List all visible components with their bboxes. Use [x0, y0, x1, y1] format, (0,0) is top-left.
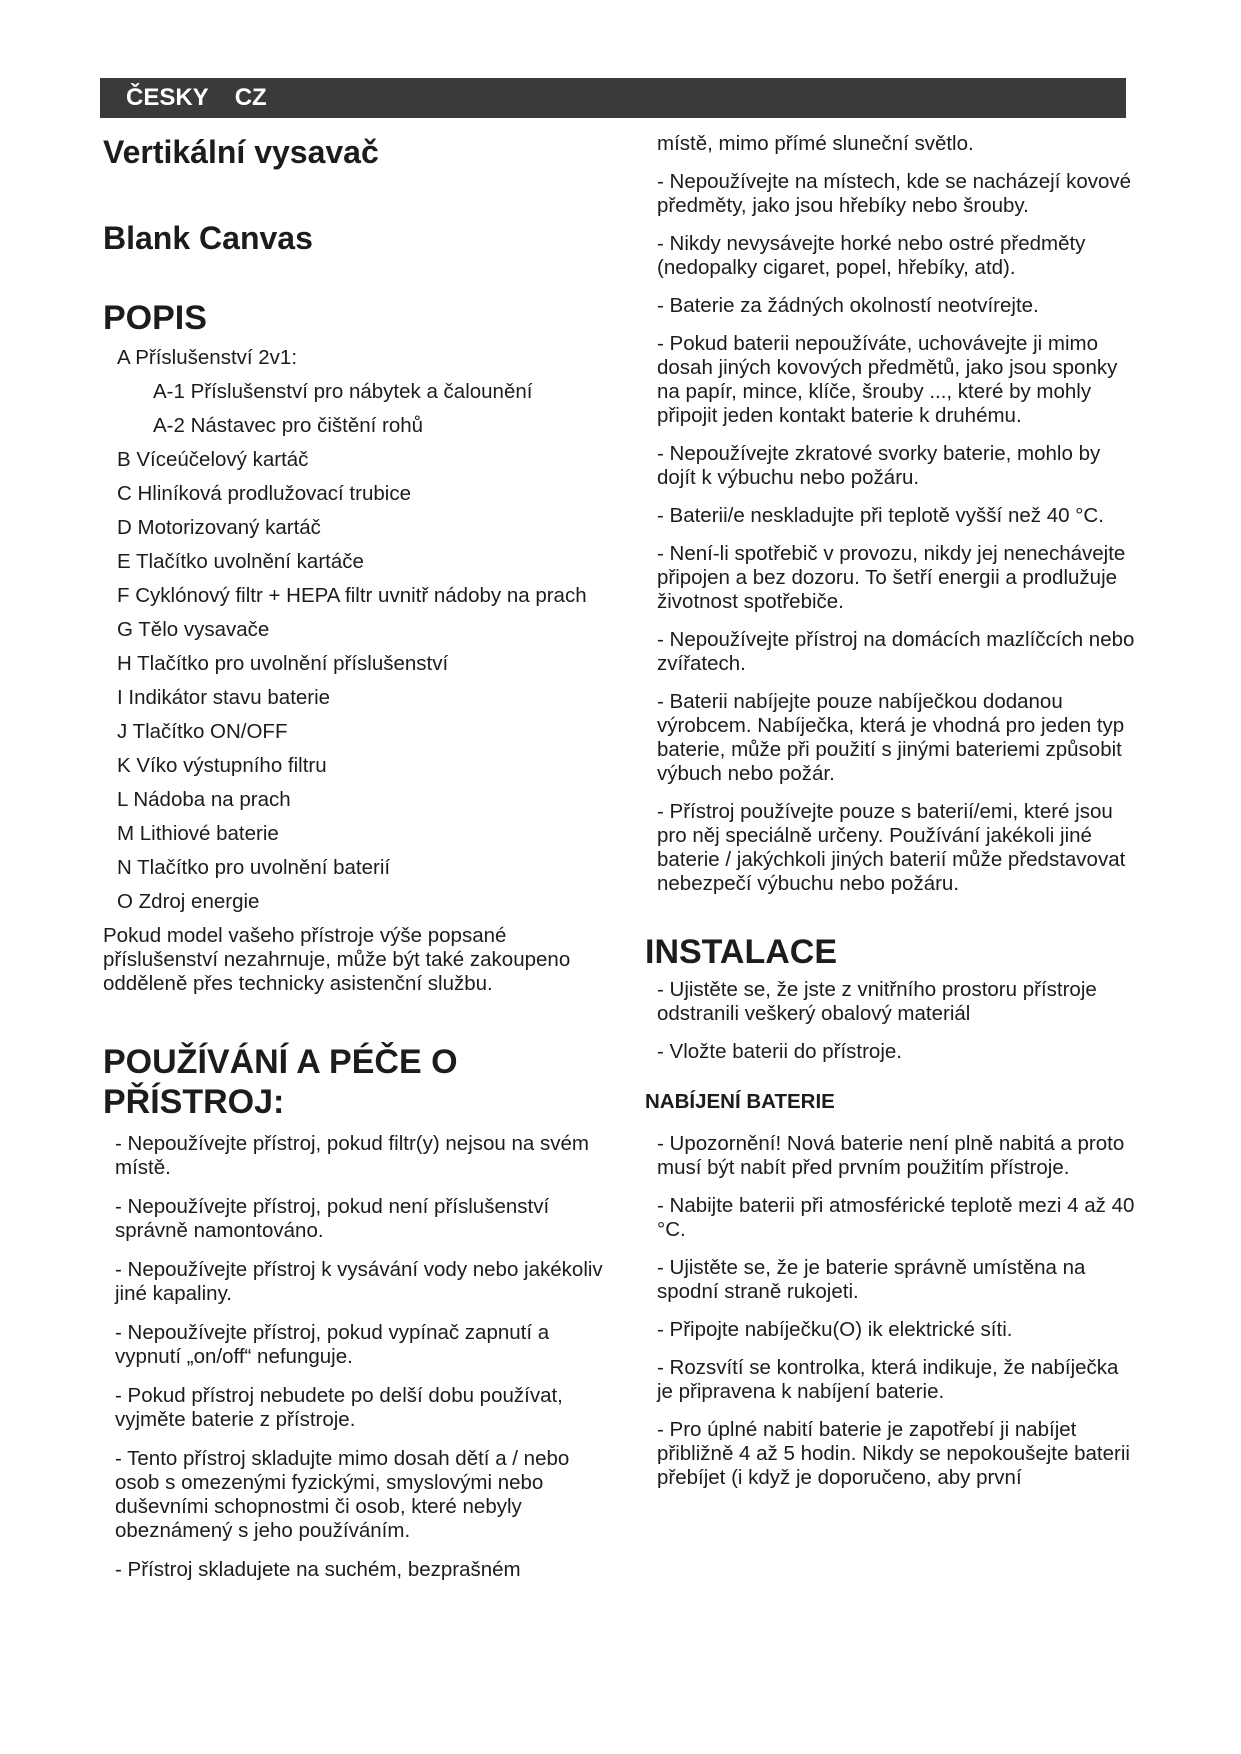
popis-note: Pokud model vašeho přístroje výše popsané příslušenství nezahrnuje, může být také zakoupeno odděleně přes technicky asistenční službu. [103, 924, 571, 995]
list-item: C Hliníková prodlužovací trubice [117, 482, 411, 505]
list-item: - Nabijte baterii při atmosférické teplotě mezi 4 až 40 °C. [657, 1194, 1135, 1241]
list-item: místě, mimo přímé sluneční světlo. [657, 132, 974, 155]
list-item: I Indikátor stavu baterie [117, 686, 331, 709]
list-item: - Nikdy nevysávejte horké nebo ostré předměty (nedopalky cigaret, popel, hřebíky, atd). [657, 232, 1086, 279]
popis-heading: POPIS [103, 299, 207, 337]
list-item: H Tlačítko pro uvolnění příslušenství [117, 652, 449, 675]
instalace-heading: INSTALACE [645, 933, 838, 971]
list-item: - Nepoužívejte přístroj k vysávání vody nebo jakékoliv jiné kapaliny. [115, 1258, 603, 1305]
list-item: - Pro úplné nabití baterie je zapotřebí ji nabíjet přibližně 4 až 5 hodin. Nikdy se nepokoušejte baterii přebíjet (i když je doporučeno, aby první [657, 1418, 1130, 1489]
list-item: L Nádoba na prach [117, 788, 291, 811]
list-item: N Tlačítko pro uvolnění baterií [117, 856, 391, 879]
language-code: CZ [234, 84, 267, 111]
list-item: - Tento přístroj skladujte mimo dosah dětí a / nebo osob s omezenými fyzickými, smyslovými nebo duševními schopnostmi či osob, které nebyly obeznámený s jeho používáním. [115, 1447, 570, 1542]
list-item: - Přístroj používejte pouze s baterií/emi, které jsou pro něj speciálně určeny. Používání jakékoli jiné baterie / jakýchkoli jiných baterií může představovat nebezpečí výbuchu nebo požáru. [657, 800, 1126, 895]
list-item: - Nepoužívejte přístroj na domácích mazlíčcích nebo zvířatech. [657, 628, 1135, 675]
list-item: D Motorizovaný kartáč [117, 516, 321, 539]
nabijeni-heading: NABÍJENÍ BATERIE [645, 1090, 835, 1113]
list-item: - Ujistěte se, že je baterie správně umístěna na spodní straně rukojeti. [657, 1256, 1086, 1303]
list-item: E Tlačítko uvolnění kartáče [117, 550, 364, 573]
left-column [103, 132, 603, 1582]
language-header-bar [100, 78, 1126, 118]
list-item: A Příslušenství 2v1: [117, 346, 298, 369]
list-item: - Baterie za žádných okolností neotvírejte. [657, 294, 1039, 317]
brand-title: Blank Canvas [103, 220, 313, 256]
list-item: F Cyklónový filtr + HEPA filtr uvnitř nádoby na prach [117, 584, 587, 607]
list-item: - Není-li spotřebič v provozu, nikdy jej nenechávejte připojen a bez dozoru. To šetří energii a prodlužuje životnost spotřebiče. [657, 542, 1126, 613]
popis-list [103, 346, 603, 914]
list-item: - Baterii/e neskladujte při teplotě vyšší než 40 °C. [657, 504, 1104, 527]
list-item: - Ujistěte se, že jste z vnitřního prostoru přístroje odstranili veškerý obalový materiál [657, 978, 1097, 1025]
list-item: A-2 Nástavec pro čištění rohů [153, 414, 424, 437]
nabijeni-list [645, 1132, 1139, 1490]
instalace-list [645, 978, 1139, 1064]
list-item: - Přístroj skladujete na suchém, bezprašném [115, 1558, 521, 1581]
list-item: - Pokud baterii nepoužíváte, uchovávejte ji mimo dosah jiných kovových předmětů, jako jsou sponky na papír, mince, klíče, šrouby ..., které by mohly připojit jeden kontakt baterie k druhému. [657, 332, 1118, 427]
list-item: - Rozsvítí se kontrolka, která indikuje, že nabíječka je připravena k nabíjení baterie. [657, 1356, 1119, 1403]
list-item: A-1 Příslušenství pro nábytek a čalounění [153, 380, 533, 403]
list-item: - Nepoužívejte zkratové svorky baterie, mohlo by dojít k výbuchu nebo požáru. [657, 442, 1101, 489]
list-item: G Tělo vysavače [117, 618, 270, 641]
usage-list [103, 1132, 603, 1582]
list-item: M Lithiové baterie [117, 822, 279, 845]
list-item: - Nepoužívejte přístroj, pokud vypínač zapnutí a vypnutí „on/off“ nefunguje. [115, 1321, 550, 1368]
language-label: ČESKY [126, 84, 209, 111]
list-item: B Víceúčelový kartáč [117, 448, 309, 471]
list-item: - Vložte baterii do přístroje. [657, 1040, 902, 1063]
right-column [645, 132, 1139, 1490]
list-item: O Zdroj energie [117, 890, 260, 913]
list-item: K Víko výstupního filtru [117, 754, 327, 777]
list-item: - Baterii nabíjejte pouze nabíječkou dodanou výrobcem. Nabíječka, která je vhodná pro jeden typ baterie, může při použití s jinými bateriemi způsobit výbuch nebo požár. [657, 690, 1125, 785]
list-item: - Upozornění! Nová baterie není plně nabitá a proto musí být nabít před prvním použitím přístroje. [657, 1132, 1125, 1179]
list-item: - Pokud přístroj nebudete po delší dobu používat, vyjměte baterie z přístroje. [115, 1384, 563, 1431]
usage-heading: POUŽÍVÁNÍ A PÉČE O PŘÍSTROJ: [103, 1043, 458, 1121]
usage-list-continued [645, 132, 1139, 896]
list-item: - Nepoužívejte na místech, kde se nacházejí kovové předměty, jako jsou hřebíky nebo šrouby. [657, 170, 1132, 217]
list-item: J Tlačítko ON/OFF [117, 720, 288, 743]
list-item: - Nepoužívejte přístroj, pokud není příslušenství správně namontováno. [115, 1195, 550, 1242]
list-item: - Připojte nabíječku(O) ik elektrické síti. [657, 1318, 1013, 1341]
document-title: Vertikální vysavač [103, 134, 379, 170]
list-item: - Nepoužívejte přístroj, pokud filtr(y) nejsou na svém místě. [115, 1132, 589, 1179]
